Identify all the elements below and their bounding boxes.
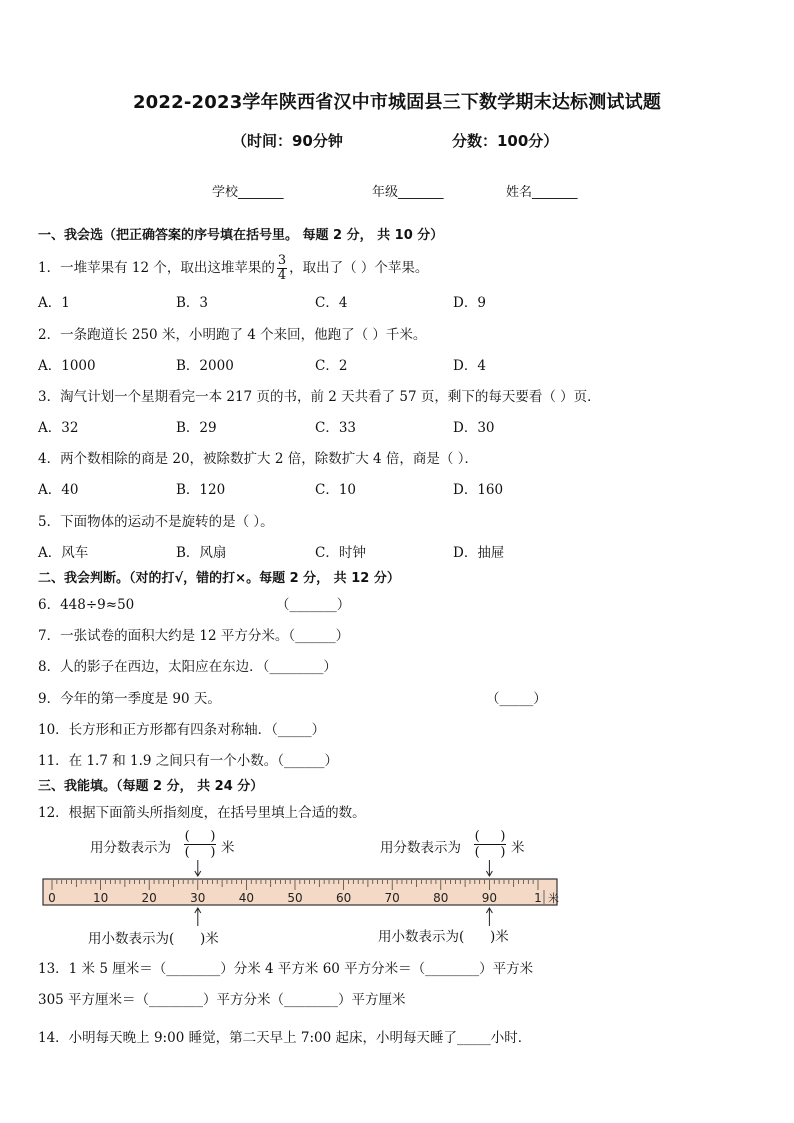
question-10: 10．长方形和正方形都有四条对称轴．（_____） xyxy=(38,722,326,738)
decimal-label-end: )米 xyxy=(490,929,509,945)
ruler-tick-label: 1 xyxy=(534,891,542,905)
decimal-label-text: 用小数表示为( xyxy=(88,931,175,947)
exam-score: 分数：100分） xyxy=(452,132,559,150)
q1-option-c[interactable]: C．4 xyxy=(315,295,348,311)
q1-option-a[interactable]: A．1 xyxy=(38,295,70,311)
q4-option-a[interactable]: A．40 xyxy=(38,482,79,498)
q4-option-d[interactable]: D．160 xyxy=(453,482,504,498)
ruler-tick-label: 10 xyxy=(92,891,109,905)
down-arrow-icon xyxy=(195,860,201,876)
ruler-tick-label: 0 xyxy=(48,891,56,905)
q3-option-c[interactable]: C．33 xyxy=(315,420,357,436)
question-6-blank[interactable]: （_______） xyxy=(276,597,351,613)
ruler-tick-label: 90 xyxy=(481,891,498,905)
section-heading-choice: 一、我会选（把正确答案的序号填在括号里。 每题 2 分， 共 10 分） xyxy=(38,228,444,243)
fraction-label-right: 用分数表示为 xyxy=(380,840,461,856)
name-field[interactable]: 姓名_______ xyxy=(506,185,578,200)
q5-option-d[interactable]: D．抽屉 xyxy=(453,545,505,561)
section-heading-judge: 二、我会判断。（对的打√，错的打×。每题 2 分， 共 12 分） xyxy=(38,571,400,586)
arrows xyxy=(195,860,493,926)
q1-option-d[interactable]: D．9 xyxy=(453,295,486,311)
unit-left: 米 xyxy=(221,840,235,856)
school-field[interactable]: 学校_______ xyxy=(212,185,284,200)
paren-open: ( xyxy=(474,845,480,860)
q5-option-a[interactable]: A．风车 xyxy=(38,545,89,561)
q5-option-b[interactable]: B．风扇 xyxy=(176,545,227,561)
question-13-line-2: 305 平方厘米＝（________）平方分米（________）平方厘米 xyxy=(38,992,406,1008)
q2-option-b[interactable]: B．2000 xyxy=(176,358,234,374)
question-5: 5．下面物体的运动不是旋转的是（ ）。 xyxy=(38,514,274,530)
question-9-blank[interactable]: （_____） xyxy=(486,691,547,707)
q4-option-c[interactable]: C．10 xyxy=(315,482,357,498)
paren-open: ( xyxy=(184,845,190,860)
ruler-unit-label: 米 xyxy=(548,892,559,905)
question-1 xyxy=(38,254,428,283)
section-heading-fill: 三、我能填。（每题 2 分， 共 24 分） xyxy=(38,779,264,794)
q3-option-b[interactable]: B．29 xyxy=(176,420,217,436)
q5-option-c[interactable]: C．时钟 xyxy=(315,545,366,561)
up-arrow-icon xyxy=(195,908,201,926)
question-14: 14．小明每天晚上 9:00 睡觉，第二天早上 7:00 起床，小明每天睡了_____小时． xyxy=(38,1030,532,1046)
ruler-tick-label: 60 xyxy=(335,891,352,905)
question-12: 12．根据下面箭头所指刻度，在括号里填上合适的数。 xyxy=(38,805,366,821)
paren-close: ) xyxy=(500,845,506,860)
question-13-line-1: 13．1 米 5 厘米＝（________）分米 4 平方米 60 平方分米＝（________）平方米 xyxy=(38,961,534,977)
question-4: 4．两个数相除的商是 20，被除数扩大 2 倍，除数扩大 4 倍，商是（ ）． xyxy=(38,451,478,467)
up-arrow-icon xyxy=(486,908,492,926)
question-11: 11．在 1.7 和 1.9 之间只有一个小数。（______） xyxy=(38,753,339,769)
q2-option-a[interactable]: A．1000 xyxy=(38,358,96,374)
decimal-label-left[interactable] xyxy=(88,927,219,947)
grade-field[interactable]: 年级_______ xyxy=(372,185,444,200)
exam-time: （时间：90分钟 xyxy=(232,132,343,150)
fraction-blank-right[interactable] xyxy=(474,829,506,860)
ruler-tick-label: 30 xyxy=(190,891,206,905)
ruler-tick-label: 50 xyxy=(287,891,303,905)
question-8: 8．人的影子在西边，太阳应在东边．（________） xyxy=(38,659,337,675)
down-arrow-icon xyxy=(486,860,492,876)
fraction-three-quarters xyxy=(277,254,287,283)
decimal-label-end: )米 xyxy=(200,931,219,947)
paren-close: ) xyxy=(210,829,216,844)
question-3: 3．淘气计划一个星期看完一本 217 页的书，前 2 天共看了 57 页，剩下的每天要看（ ）页． xyxy=(38,389,601,405)
q2-option-d[interactable]: D．4 xyxy=(453,358,486,374)
ruler-tick-label: 70 xyxy=(384,891,400,905)
q2-option-c[interactable]: C．2 xyxy=(315,358,348,374)
fraction-label-left: 用分数表示为 xyxy=(90,840,171,856)
q4-option-b[interactable]: B．120 xyxy=(176,482,226,498)
q1-option-b[interactable]: B．3 xyxy=(176,295,209,311)
q3-option-a[interactable]: A．32 xyxy=(38,420,79,436)
paren-open: ( xyxy=(184,829,190,844)
fraction-blank-left[interactable] xyxy=(184,829,216,860)
paren-close: ) xyxy=(210,845,216,860)
fraction-denominator: 4 xyxy=(277,268,287,283)
question-6: 6．448÷9≈50 xyxy=(38,597,135,613)
ruler-tick-label: 20 xyxy=(141,891,157,905)
arrows-layer xyxy=(0,858,794,928)
page-title: 2022-2023学年陕西省汉中市城固县三下数学期末达标测试试题 xyxy=(132,92,662,113)
fraction-numerator: 3 xyxy=(277,253,287,268)
question-1-text-end: ，取出了（ ）个苹果。 xyxy=(289,260,429,276)
paren-open: ( xyxy=(474,829,480,844)
question-7: 7．一张试卷的面积大约是 12 平方分米。（______） xyxy=(38,628,350,644)
question-1-text: 1．一堆苹果有 12 个，取出这堆苹果的 xyxy=(38,260,275,276)
decimal-label-text: 用小数表示为( xyxy=(378,929,465,945)
ruler-tick-label: 80 xyxy=(433,891,449,905)
paren-close: ) xyxy=(500,829,506,844)
question-2: 2．一条跑道长 250 米，小明跑了 4 个来回，他跑了（ ）千米。 xyxy=(38,327,427,343)
unit-right: 米 xyxy=(511,840,525,856)
q3-option-d[interactable]: D．30 xyxy=(453,420,495,436)
ruler-tick-label: 40 xyxy=(238,891,255,905)
decimal-label-right[interactable] xyxy=(378,925,509,945)
question-9: 9．今年的第一季度是 90 天。 xyxy=(38,691,221,707)
